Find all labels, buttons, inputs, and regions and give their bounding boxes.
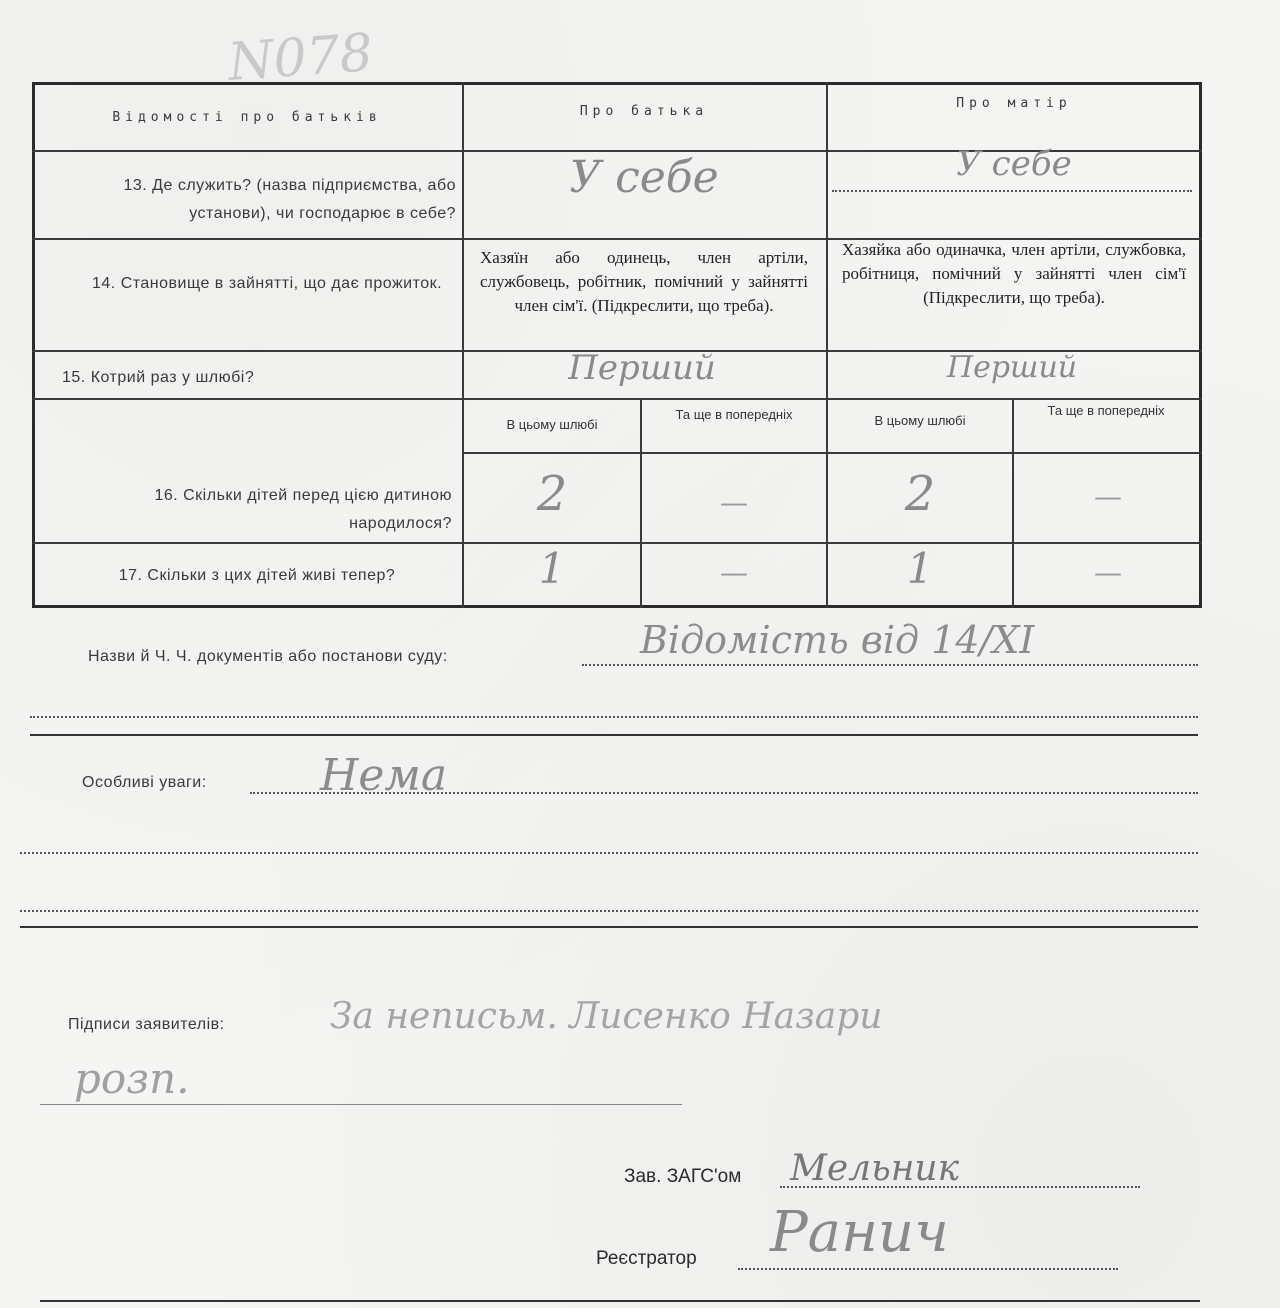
signatures-label: Підписи заявителів: [68,1016,225,1033]
question-14: 14. Становище в зайнятті, що дає прожиток. [92,275,443,292]
q15-father-value: Перший [568,348,716,388]
q15-mother-value: Перший [946,350,1078,385]
q17-father-this: 1 [538,544,566,593]
q16-mother-prev: — [1094,480,1122,513]
registrar-signature: Ранич [770,1200,949,1265]
remarks-value: Нема [320,750,448,801]
parents-info-table [32,82,1202,608]
q16-father-prev: — [720,486,748,519]
q16-father-this: 2 [536,466,568,522]
q13-mother-value: У себе [956,144,1072,184]
header-mother: Про матір [956,96,1072,111]
registrar-label: Реєстратор [596,1248,697,1269]
sub-mother-prev: Та ще в попередніх [1047,403,1165,418]
question-13: 13. Де служить? (назва підприємства, або установи), чи господарює в себе? [123,177,456,222]
zags-signature: Мельник [790,1148,960,1189]
header-father: Про батька [579,104,709,119]
question-16: 16. Скільки дітей перед цією дитиною народилося? [154,487,452,532]
remarks-label: Особливі уваги: [82,774,207,791]
q16-mother-this: 2 [904,466,936,522]
q14-mother-options: Хазяйка або одиначка, член артіли, службовка, робітниця, помічний у зайнятті член сім'ї (Підкреслити, що треба). [842,240,1186,307]
q14-father-options: Хазяїн або одинець, член артіли, службовець, робітник, помічний у зайнятті член сім'ї. (Підкреслити, що треба). [480,248,808,315]
question-15: 15. Котрий раз у шлюбі? [62,369,255,386]
q13-father-value: У себе [569,152,719,203]
question-17: 17. Скільки з цих дітей живі тепер? [118,567,396,584]
documents-value: Відомість від 14/XI [640,618,1035,662]
zags-label: Зав. ЗАГС'ом [624,1166,742,1187]
sub-father-prev: Та ще в попередніх [675,407,793,422]
documents-label: Назви й Ч. Ч. документів або постанови суду: [88,648,448,665]
sub-father-this: В цьому шлюбі [506,417,598,432]
header-info: Відомості про батьків [112,110,382,125]
corner-handwriting: N078 [226,23,375,93]
q17-mother-this: 1 [906,544,934,593]
sub-mother-this: В цьому шлюбі [874,413,966,428]
q17-mother-prev: — [1094,556,1122,589]
q17-father-prev: — [720,556,748,589]
signatures-value-1: За неписьм. Лисенко Назари [330,996,883,1037]
signatures-value-2: розп. [74,1054,190,1103]
